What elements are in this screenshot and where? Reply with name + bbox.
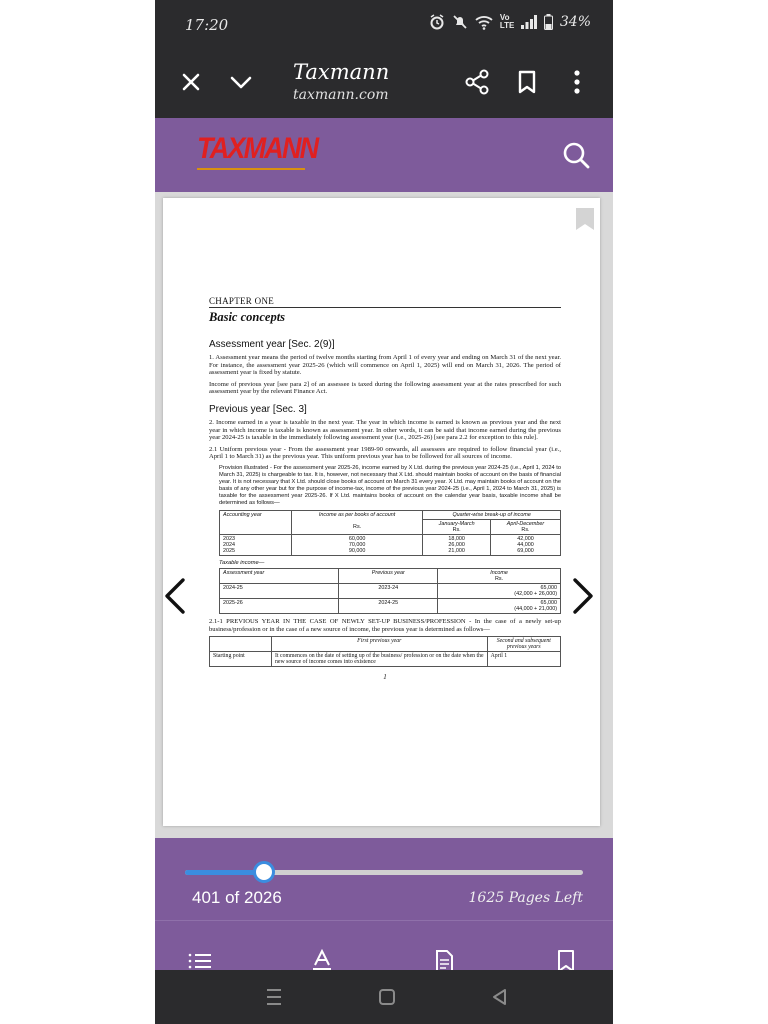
paragraph: 2.1-1 PREVIOUS YEAR IN THE CASE OF NEWLY SET-UP BUSINESS/PROFESSION - In the case of a newly set-up business/profession or in the case of a new source of income, the previous year is determined as follows—: [209, 617, 561, 633]
page-slider[interactable]: [185, 870, 583, 875]
logo-wordmark: TAXMANN: [197, 132, 318, 165]
table-header: Previous year: [339, 568, 438, 583]
table-row: Starting point It commences on the date of setting up of the business/ profession or on the date when the new source of income comes into existence April 1: [210, 652, 561, 667]
site-header: [155, 118, 613, 192]
table-header: Quarter-wise break-up of income: [423, 510, 561, 519]
pages-left: 1625 Pages Left: [468, 890, 583, 906]
signal-icon: [521, 15, 537, 29]
taxable-income-label: Taxable income—: [219, 559, 265, 566]
chapter-title: Basic concepts: [209, 307, 561, 325]
table-row: 2023 2024 2025 60,000 70,000 90,000 18,000 26,000 21,000 42,000 44,000 69,000: [220, 534, 561, 555]
table-row: 2024-25 2023-24 65,000 (42,000 + 26,000): [220, 583, 561, 598]
bookmark-icon[interactable]: [513, 68, 541, 96]
page-bookmark-icon[interactable]: [574, 208, 596, 230]
accounting-year-table: [219, 510, 561, 556]
back-icon[interactable]: [489, 986, 511, 1008]
table-of-contents-icon[interactable]: [187, 949, 213, 971]
paragraph: 2. Income earned in a year is taxable in the next year. The year in which income is earned is known as previous year and the next year in which income is taxable is known as assessment year. In other words, it can be said that income earned during the previous year 2024-25 is taxable in the immediately following assessment year (i.e., 2025-26) [see para 2.2 for exception to this rule].: [209, 418, 561, 442]
font-settings-icon[interactable]: [309, 949, 335, 971]
status-time: 17:20: [185, 16, 229, 34]
paragraph: 2.1 Uniform previous year - From the assessment year 1989-90 onwards, all assessees are required to follow financial year (i.e., April 1 to March 31) as the previous year. This uniform previous year has to be followed for all sources of income.: [209, 445, 561, 461]
system-navigation-bar: [155, 970, 613, 1024]
document-icon[interactable]: [431, 949, 457, 971]
taxmann-logo[interactable]: [197, 132, 331, 174]
reader-toolbar: [155, 920, 613, 970]
home-icon[interactable]: [376, 986, 398, 1008]
slider-fill: [185, 870, 264, 875]
book-page[interactable]: [163, 198, 600, 826]
book-viewer: [155, 192, 613, 838]
page-content: [209, 296, 561, 681]
share-icon[interactable]: [463, 68, 491, 96]
table-header: Income Rs.: [438, 568, 561, 583]
section-heading: Previous year [Sec. 3]: [209, 403, 307, 415]
table-header: Income as per books of account Rs.: [291, 510, 422, 534]
search-icon[interactable]: [561, 140, 591, 170]
previous-year-table: [209, 636, 561, 667]
mute-icon: [452, 14, 468, 30]
page-slider-panel: [155, 838, 613, 920]
paragraph: 1. Assessment year means the period of twelve months starting from April 1 of every year and ending on March 31 of the next year. For instance, the assessment year 2025-26 (which will commence on April 1, 2025) will end on March 31, 2026. The period of assessment year is fixed by statute.: [209, 354, 561, 377]
illustration-paragraph: Provision illustrated - For the assessment year 2025-26, income earned by X Ltd. during the previous year 2024-25 (i.e., April 1, 2024 to March 31, 2025) is chargeable to tax. It is, however, not necessary that X Ltd. should maintain books of account on the basis of financial year. It is not necessary that X Ltd. should close books of account on March 31 every year. X Ltd. may maintain books of account on the basis of any other year but for the purpose of income-tax, income of the previous year 2024-25 (i.e., April 1, 2024 to March 31, 2025) is taxable for the assessment year 2025-26. If X Ltd. maintains books of account on the calendar year basis, taxable income shall be determined as follows—: [219, 464, 561, 506]
section-heading: Assessment year [Sec. 2(9)]: [209, 339, 335, 350]
table-row: 2025-26 2024-25 65,000 (44,000 + 21,000): [220, 598, 561, 613]
chevron-down-icon[interactable]: [227, 68, 255, 96]
bookmarks-icon[interactable]: [553, 949, 579, 971]
logo-tagline: [197, 168, 305, 174]
status-bar: [155, 0, 613, 50]
table-header: Accounting year: [220, 510, 292, 534]
table-header: January-March Rs.: [423, 519, 491, 534]
network-label: Vo LTE: [499, 13, 515, 30]
wifi-icon: [475, 14, 493, 30]
phone-screen: [155, 0, 613, 1024]
page-counter: 401 of 2026: [192, 888, 282, 907]
recent-apps-icon[interactable]: [263, 986, 285, 1008]
tab-title: Taxmann: [293, 60, 390, 84]
status-icons: [429, 14, 591, 30]
chapter-label: CHAPTER ONE: [209, 296, 275, 306]
table-header: April-December Rs.: [490, 519, 560, 534]
battery-level: 34%: [559, 14, 591, 30]
battery-icon: [544, 14, 553, 30]
assessment-year-table: [219, 568, 561, 614]
slider-thumb[interactable]: [253, 861, 275, 883]
table-header: First previous year: [272, 637, 488, 652]
tab-url[interactable]: taxmann.com: [293, 87, 389, 103]
next-page-icon[interactable]: [571, 576, 595, 616]
custom-tab-bar: [155, 50, 613, 118]
previous-page-icon[interactable]: [163, 576, 187, 616]
table-header: Second and subsequent previous years: [487, 637, 560, 652]
alarm-icon: [429, 14, 445, 30]
table-header: Assessment year: [220, 568, 339, 583]
page-number: 1: [383, 673, 387, 682]
close-icon[interactable]: [177, 68, 205, 96]
more-options-icon[interactable]: [565, 68, 589, 96]
paragraph: Income of previous year [see para 2] of an assessee is taxed during the following assessment year at the rates prescribed for such assessment year by the relevant Finance Act.: [209, 380, 561, 396]
